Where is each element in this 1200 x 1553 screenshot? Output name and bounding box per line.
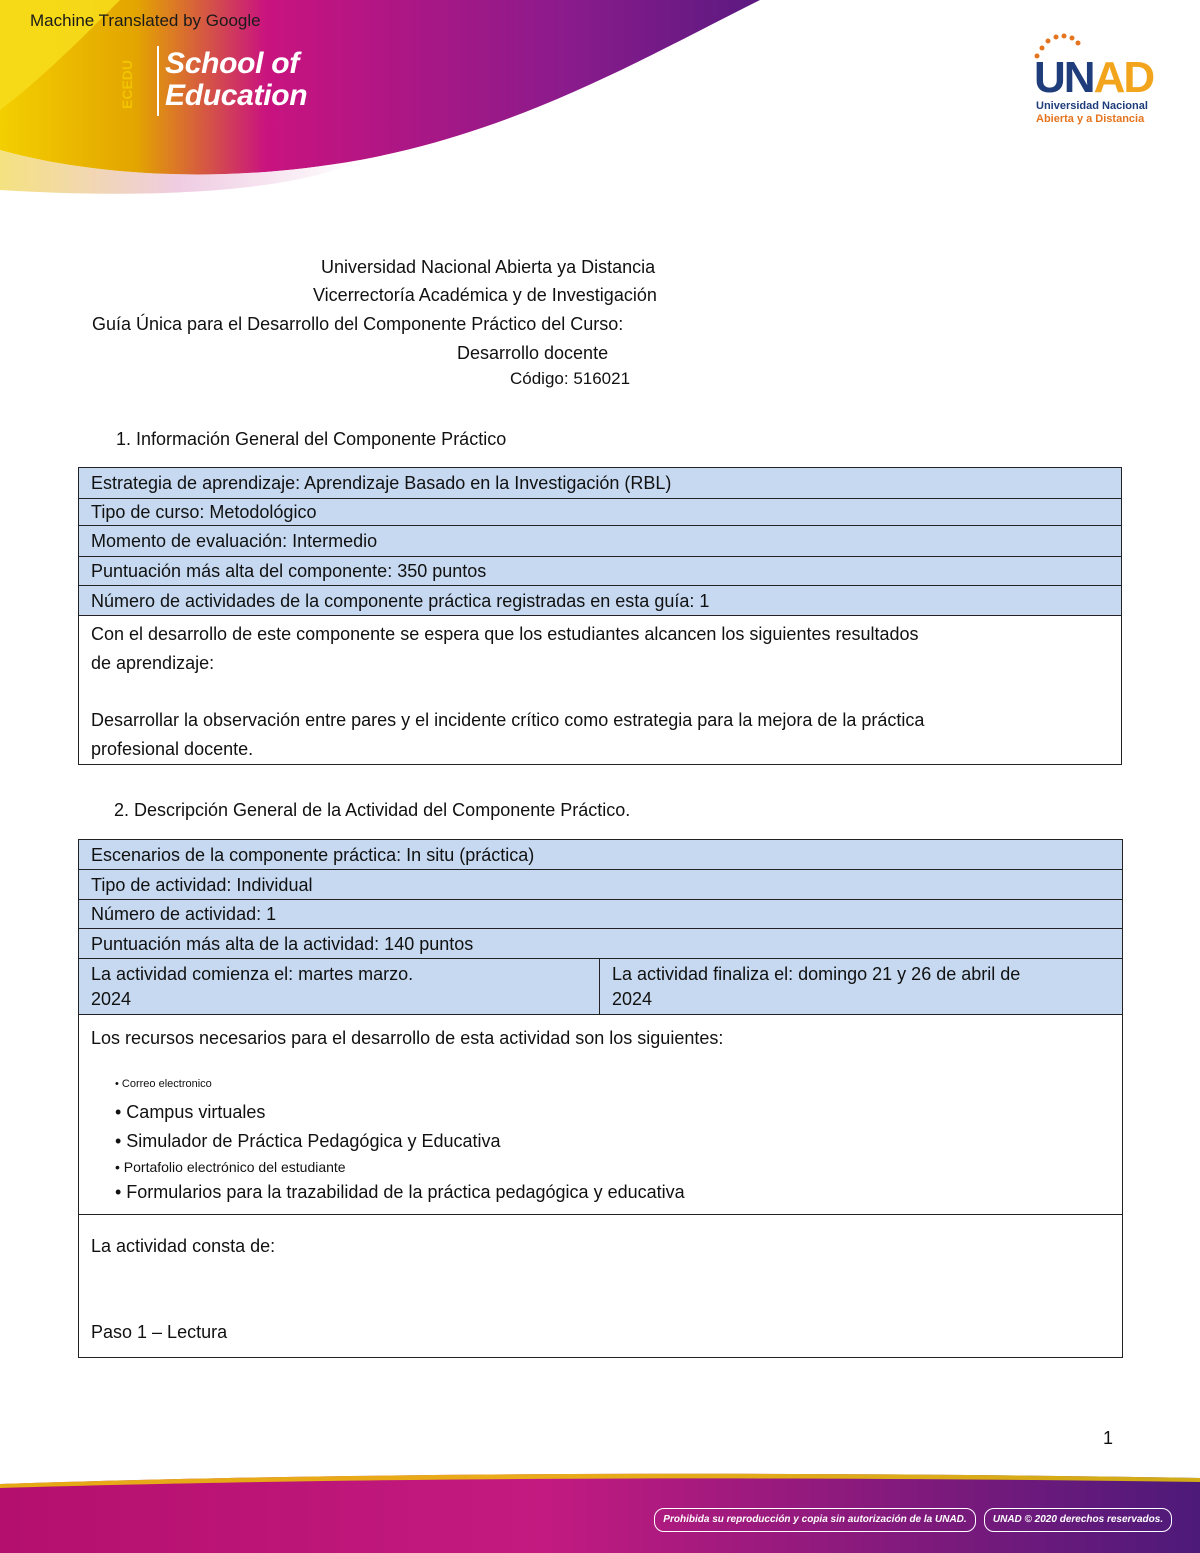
table-row: Tipo de actividad: Individual (79, 870, 1123, 900)
section1-title: 1. Información General del Componente Práctico (116, 429, 507, 449)
outcome-2: profesional docente. (91, 739, 254, 759)
school-line1: School of (165, 47, 299, 80)
university-name: Universidad Nacional Abierta ya Distancia (321, 257, 656, 277)
ecedu-text: ECEDU (119, 59, 135, 109)
outcome-1: Desarrollar la observación entre pares y el incidente crítico como estrategia para la mejora de la práctica (91, 710, 925, 730)
footer-copyright: UNAD © 2020 derechos reservados. (984, 1508, 1172, 1532)
page-number: 1 (1103, 1428, 1114, 1448)
table-row: Puntuación más alta del componente: 350 puntos (79, 557, 1122, 586)
end-date-year: 2024 (612, 988, 653, 1009)
end-date-cell (600, 959, 1123, 1015)
learning-outcomes-cell (79, 616, 1122, 765)
vice-rectory: Vicerrectoría Académica y de Investigación (313, 285, 657, 305)
end-date-text: La actividad finaliza el: domingo 21 y 26 de abril de (612, 963, 1021, 984)
resources-list (91, 1076, 1110, 1207)
school-line2: Education (165, 79, 308, 112)
start-date-cell (79, 959, 600, 1015)
table-row: Puntuación más alta de la actividad: 140 puntos (79, 929, 1123, 959)
table-row: Tipo de curso: Metodológico (79, 499, 1122, 526)
unad-subtitle-1: Universidad Nacional (1036, 100, 1148, 112)
guide-title: Guía Única para el Desarrollo del Componente Práctico del Curso: (92, 314, 624, 334)
step-1: Paso 1 – Lectura (91, 1321, 228, 1342)
logo-separator (157, 46, 159, 116)
section2-title: 2. Descripción General de la Actividad del Componente Práctico. (114, 800, 631, 820)
course-code: Código: 516021 (510, 369, 631, 388)
footer-notice: Prohibida su reproducción y copia sin autorización de la UNAD. (654, 1508, 976, 1532)
start-date-text: La actividad comienza el: martes marzo. (91, 963, 414, 984)
list-item: • Formularios para la trazabilidad de la práctica pedagógica y educativa (115, 1182, 685, 1202)
consists-of: La actividad consta de: (91, 1235, 276, 1256)
table-row: Momento de evaluación: Intermedio (79, 526, 1122, 557)
list-item: • Portafolio electrónico del estudiante (115, 1159, 346, 1175)
section1-table (78, 467, 1122, 765)
table-row: Número de actividad: 1 (79, 900, 1123, 929)
ecedu-logo (119, 48, 150, 120)
list-item: • Correo electronico (115, 1078, 212, 1090)
unad-subtitle-2: Abierta y a Distancia (1036, 113, 1145, 125)
table-row: Estrategia de aprendizaje: Aprendizaje Basado en la Investigación (RBL) (79, 468, 1122, 499)
section2-table (78, 839, 1123, 1358)
list-item: • Simulador de Práctica Pedagógica y Educativa (115, 1131, 501, 1151)
unad-logo-text: UNAD (1034, 53, 1154, 102)
machine-translated-label: Machine Translated by Google (30, 11, 261, 30)
table-row: Número de actividades de la componente práctica registradas en esta guía: 1 (79, 586, 1122, 616)
activity-steps-cell (79, 1215, 1123, 1358)
outcomes-intro-1: Con el desarrollo de este componente se espera que los estudiantes alcancen los siguientes resultados (91, 624, 919, 644)
list-item: • Campus virtuales (115, 1102, 266, 1122)
outcomes-intro-2: de aprendizaje: (91, 653, 215, 673)
table-row: Escenarios de la componente práctica: In situ (práctica) (79, 840, 1123, 870)
resources-cell (79, 1015, 1123, 1215)
course-name: Desarrollo docente (457, 343, 609, 363)
resources-intro: Los recursos necesarios para el desarrollo de esta actividad son los siguientes: (91, 1028, 724, 1048)
school-of-education-logo (165, 48, 307, 112)
start-date-year: 2024 (91, 988, 132, 1009)
